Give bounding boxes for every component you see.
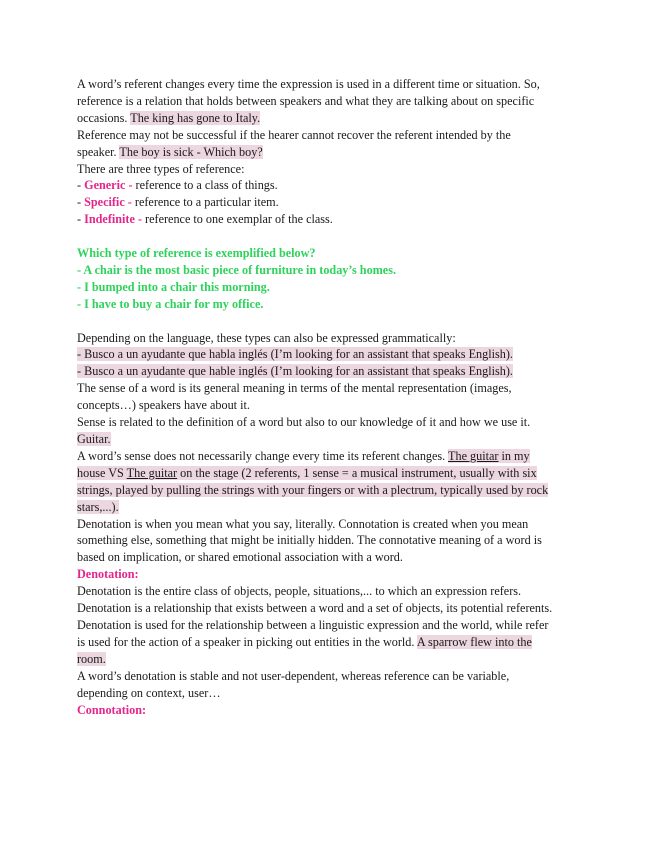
highlighted-example: stars,...). [77, 499, 119, 514]
spacer [77, 228, 587, 245]
text-line [77, 499, 587, 516]
spacer [77, 313, 587, 330]
text-line: concepts…) speakers have about it. [77, 398, 250, 413]
text-line [77, 110, 587, 127]
text-line: Denotation is the entire class of objects, people, situations,... to which an expression refers. [77, 584, 522, 599]
type-item-generic [77, 177, 587, 194]
text-span: speaker. [77, 144, 120, 159]
type-term: Generic - [84, 178, 133, 193]
text-line: Denotation is when you mean what you say, literally. Connotation is created when you mean [77, 516, 529, 531]
text-span: house VS [77, 465, 127, 480]
text-span: in my [498, 448, 530, 463]
denotation-heading: Denotation: [77, 567, 139, 582]
text-line [77, 346, 587, 363]
text-line: something else, something that might be initially hidden. The connotative meaning of a word is [77, 533, 542, 548]
dash: - [77, 212, 85, 227]
text-line: A word’s referent changes every time the expression is used in a different time or situation. So, [77, 77, 540, 91]
highlighted-example: - Busco a un ayudante que habla inglés (I’m looking for an assistant that speaks English). [77, 347, 513, 362]
text-line: Denotation is used for the relationship between a linguistic expression and the world, while refer [77, 617, 549, 632]
text-line [77, 431, 587, 448]
question-item: - I bumped into a chair this morning. [77, 279, 270, 294]
question-title: Which type of reference is exemplified below? [77, 246, 316, 261]
text-line: The sense of a word is its general meaning in terms of the mental representation (images, [77, 381, 512, 396]
highlighted-example: The boy is sick - Which boy? [119, 144, 263, 159]
question-item: - A chair is the most basic piece of furniture in today’s homes. [77, 262, 397, 277]
type-term: Specific - [84, 195, 132, 210]
text-line [77, 144, 587, 161]
connotation-heading: Connotation: [77, 702, 147, 717]
dash: - [77, 195, 85, 210]
text-span: is used for the action of a speaker in picking out entities in the world. [77, 634, 417, 649]
text-line: A word’s denotation is stable and not user-dependent, whereas reference can be variable, [77, 668, 510, 683]
text-line [77, 363, 587, 380]
highlighted-example: Guitar. [77, 432, 111, 446]
highlighted-example: - Busco a un ayudante que hable inglés (I’m looking for an assistant that speaks English). [77, 364, 513, 379]
document-page [77, 76, 587, 718]
highlighted-example [448, 449, 530, 463]
text-line [77, 448, 587, 465]
type-term: Indefinite - [84, 212, 142, 227]
dash: - [77, 178, 85, 193]
text-line: depending on context, user… [77, 685, 221, 700]
type-item-specific [77, 194, 587, 211]
underlined-text: The guitar [448, 448, 499, 463]
type-item-indefinite [77, 211, 587, 228]
text-line: There are three types of reference: [77, 161, 245, 176]
text-line: Sense is related to the definition of a word but also to our knowledge of it and how we use it. [77, 415, 531, 430]
underlined-text: The guitar [126, 465, 178, 480]
text-span: occasions. [77, 110, 131, 125]
highlighted-example: A sparrow flew into the [416, 634, 532, 649]
type-desc: reference to one exemplar of the class. [142, 212, 333, 227]
highlighted-example: room. [77, 651, 106, 666]
highlighted-example: strings, played by pulling the strings with your fingers or with a plectrum, typically used by rock [77, 482, 549, 497]
text-span: on the stage (2 referents, 1 sense = a musical instrument, usually with six [177, 465, 537, 480]
type-desc: reference to a particular item. [131, 195, 279, 210]
text-line [77, 465, 587, 482]
text-line: Reference may not be successful if the hearer cannot recover the referent intended by the [77, 127, 511, 142]
text-span: A word’s sense does not necessarily change every time its referent changes. [77, 448, 449, 463]
text-line [77, 651, 587, 668]
type-desc: reference to a class of things. [132, 178, 278, 193]
highlighted-example [77, 466, 537, 480]
text-line: Denotation is a relationship that exists between a word and a set of objects, its potential referents. [77, 601, 553, 616]
text-line [77, 634, 587, 651]
text-line: reference is a relation that holds between speakers and what they are talking about on specific [77, 93, 535, 108]
text-line: based on implication, or shared emotional association with a word. [77, 550, 403, 565]
text-line [77, 482, 587, 499]
question-item: - I have to buy a chair for my office. [77, 296, 264, 311]
highlighted-example: The king has gone to Italy. [130, 110, 261, 125]
text-line: Depending on the language, these types can also be expressed grammatically: [77, 330, 456, 345]
